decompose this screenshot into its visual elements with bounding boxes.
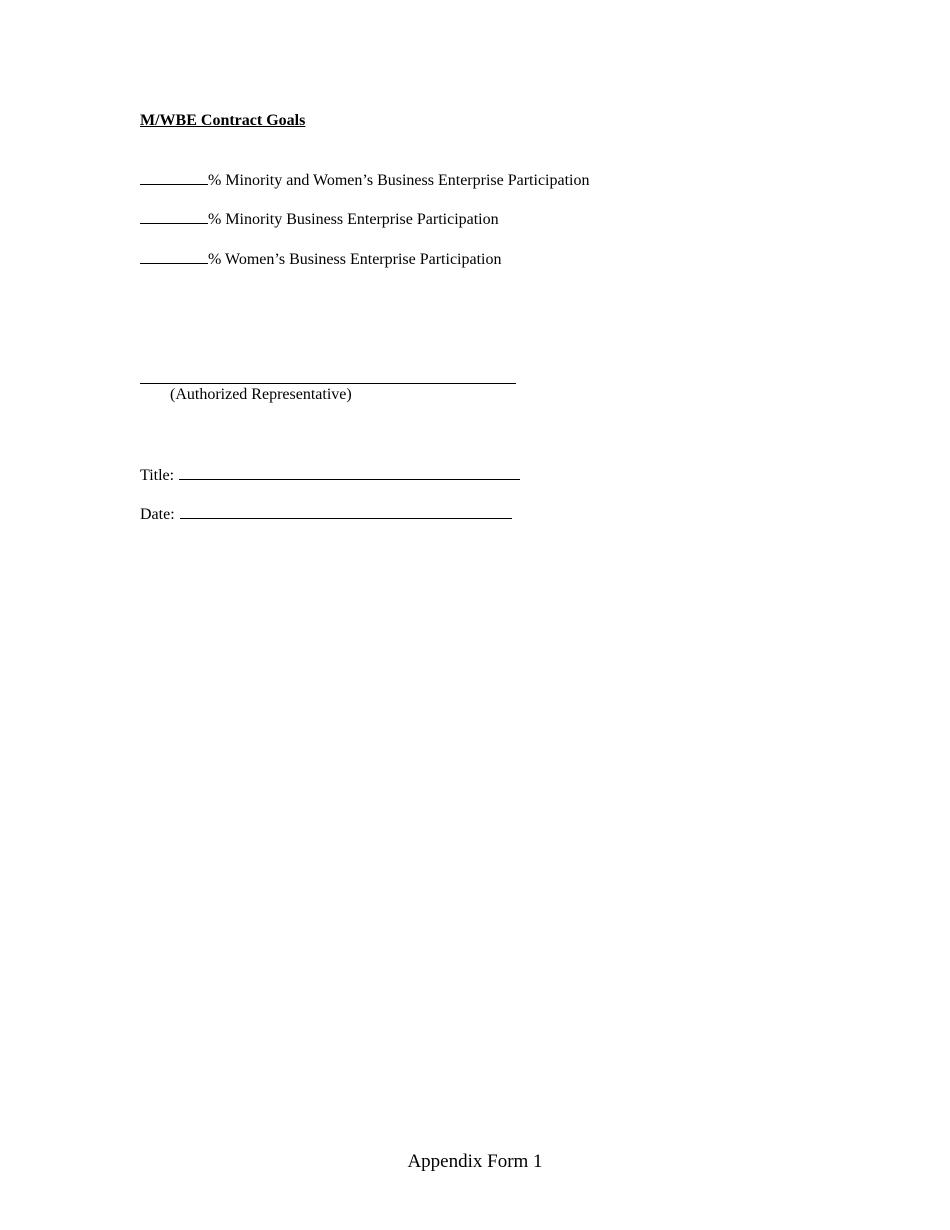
signature-label: (Authorized Representative): [170, 386, 352, 403]
goal-row-mbe: [140, 209, 499, 229]
date-label: Date:: [140, 506, 175, 523]
title-field-row: [140, 465, 520, 485]
title-label: Title:: [140, 467, 175, 484]
wbe-percent-blank[interactable]: [140, 249, 208, 264]
goal-row-mwbe: [140, 170, 589, 190]
page-footer: Appendix Form 1: [407, 1151, 543, 1172]
date-field-row: [140, 504, 512, 524]
title-blank[interactable]: [179, 465, 520, 480]
form-heading: M/WBE Contract Goals: [140, 112, 306, 129]
mwbe-percent-blank[interactable]: [140, 170, 208, 185]
goal-label-mwbe: % Minority and Women’s Business Enterprise Participation: [208, 172, 590, 189]
mbe-percent-blank[interactable]: [140, 209, 208, 224]
goal-label-wbe: % Women’s Business Enterprise Participation: [208, 251, 502, 268]
goal-label-mbe: % Minority Business Enterprise Participation: [208, 211, 499, 228]
date-blank[interactable]: [180, 504, 512, 519]
signature-line[interactable]: [140, 383, 516, 384]
goal-row-wbe: [140, 249, 501, 269]
